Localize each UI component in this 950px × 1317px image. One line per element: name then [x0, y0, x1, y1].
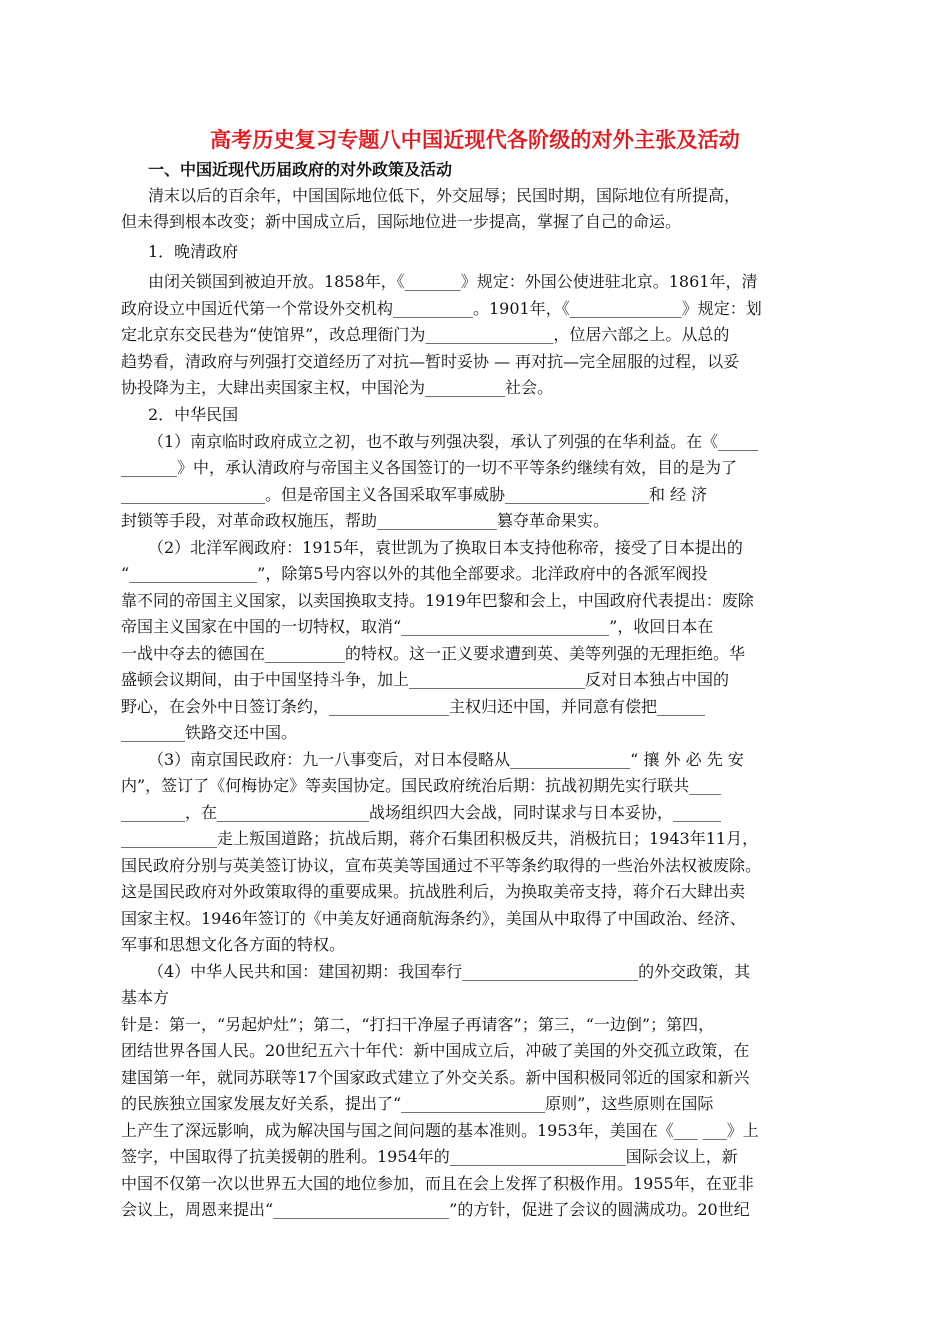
text-line: 的民族独立国家发展友好关系，提出了“__________________原则”，这些原则在国际 — [121, 1094, 714, 1113]
text-line: 内”，签订了《何梅协定》等卖国协定。国民政府统治后期：抗战初期先实行联共____ — [121, 776, 722, 795]
text-line: ________，在___________________战场组织四大会战，同时谋求与日本妥协，______ — [121, 803, 722, 822]
text-line: 上产生了深远影响，成为解决国与国之间问题的基本准则。1953年，美国在《___ ___》上 — [121, 1121, 759, 1140]
text-line: 趋势看，清政府与列强打交道经历了对抗—暂时妥协 — 再对抗—完全屈服的过程，以妥 — [121, 352, 740, 371]
text-line: 靠不同的帝国主义国家，以卖国换取支持。1919年巴黎和会上，中国政府代表提出：废除 — [121, 591, 754, 610]
text-line: 国家主权。1946年签订的《中美友好通商航海条约》，美国从中取得了中国政治、经济、 — [121, 909, 746, 928]
text-line: “________________”，除第5号内容以外的其他全部要求。北洋政府中的各派军阀投 — [121, 564, 708, 583]
text-line: 针是：第一，“另起炉灶”；第二，“打扫干净屋子再请客”；第三，“一边倒”；第四， — [121, 1015, 715, 1034]
text-line: 一战中夺去的德国在__________的特权。这一正义要求遭到英、美等列强的无理拒绝。华 — [121, 644, 746, 663]
text-line: 盛顿会议期间，由于中国坚持斗争，加上______________________反对日本独占中国的 — [121, 670, 730, 689]
text-line: 1．晚清政府 — [148, 242, 239, 261]
text-line: _______》中，承认清政府与帝国主义各国签订的一切不平等条约继续有效，目的是为了 — [121, 458, 738, 477]
text-line: 中国不仅第一次以世界五大国的地位参加，而且在会上发挥了积极作用。1955年，在亚非 — [121, 1174, 754, 1193]
text-line: 一、中国近现代历届政府的对外政策及活动 — [148, 160, 453, 179]
text-line: 帝国主义国家在中国的一切特权，取消“__________________________”，收回日本在 — [121, 617, 714, 636]
text-line: 2．中华民国 — [148, 405, 239, 424]
text-line: 签字，中国取得了抗美援朝的胜利。1954年的______________________国际会议上，新 — [121, 1147, 738, 1166]
text-line: 这是国民政府对外政策取得的重要成果。抗战胜利后，为换取美帝支持，蒋介石大肆出卖 — [121, 882, 746, 901]
text-line: 基本方 — [121, 988, 170, 1007]
text-line: （2）北洋军阀政府：1915年，袁世凯为了换取日本支持他称帝，接受了日本提出的 — [148, 538, 743, 557]
text-line: 国民政府分别与英美签订协议，宣布英美等国通过不平等条约取得的一些治外法权被废除。 — [121, 856, 762, 875]
text-line: （4）中华人民共和国：建国初期：我国奉行______________________的外交政策，其 — [148, 962, 751, 981]
text-line: 封锁等手段，对革命政权施压，帮助_______________篡夺革命果实。 — [121, 511, 610, 530]
text-line: __________________。但是帝国主义各国采取军事威胁__________________和 经 济 — [121, 485, 708, 504]
text-line: 清末以后的百余年，中国国际地位低下，外交屈辱；民国时期，国际地位有所提高， — [148, 186, 741, 205]
text-line: 野心，在会外中日签订条约，_______________主权归还中国，并同意有偿把______ — [121, 697, 706, 716]
document-title: 高考历史复习专题八中国近现代各阶级的对外主张及活动 — [210, 127, 740, 152]
text-line: 由闭关锁国到被迫开放。1858年，《_______》规定：外国公使进驻北京。1861年，清 — [148, 272, 758, 291]
text-line: 但未得到根本改变；新中国成立后，国际地位进一步提高，掌握了自己的命运。 — [121, 212, 682, 231]
text-line: （3）南京国民政府：九一八事变后，对日本侵略从_______________“ 攘 外 必 先 安 — [148, 750, 744, 769]
text-line: （1）南京临时政府成立之初，也不敢与列强决裂，承认了列强的在华利益。在《_____ — [148, 432, 759, 451]
text-line: 定北京东交民巷为“使馆界”，改总理衙门为________________，位居六部之上。从总的 — [121, 325, 730, 344]
text-line: 建国第一年，就同苏联等17个国家政式建立了外交关系。新中国积极同邻近的国家和新兴 — [121, 1068, 750, 1087]
text-line: ________铁路交还中国。 — [121, 723, 298, 742]
text-line: 政府设立中国近代第一个常设外交机构__________。1901年，《______________》规定：划 — [121, 299, 762, 318]
text-line: ____________走上叛国道路；抗战后期，蒋介石集团积极反共，消极抗日；1943年11月， — [121, 829, 759, 848]
text-line: 协投降为主，大肆出卖国家主权，中国沦为__________社会。 — [121, 378, 554, 397]
text-line: 团结世界各国人民。20世纪五六十年代：新中国成立后，冲破了美国的外交孤立政策，在 — [121, 1041, 750, 1060]
text-line: 会议上，周恩来提出“______________________”的方针，促进了会议的圆满成功。20世纪 — [121, 1200, 750, 1219]
text-line: 军事和思想文化各方面的特权。 — [121, 935, 346, 954]
